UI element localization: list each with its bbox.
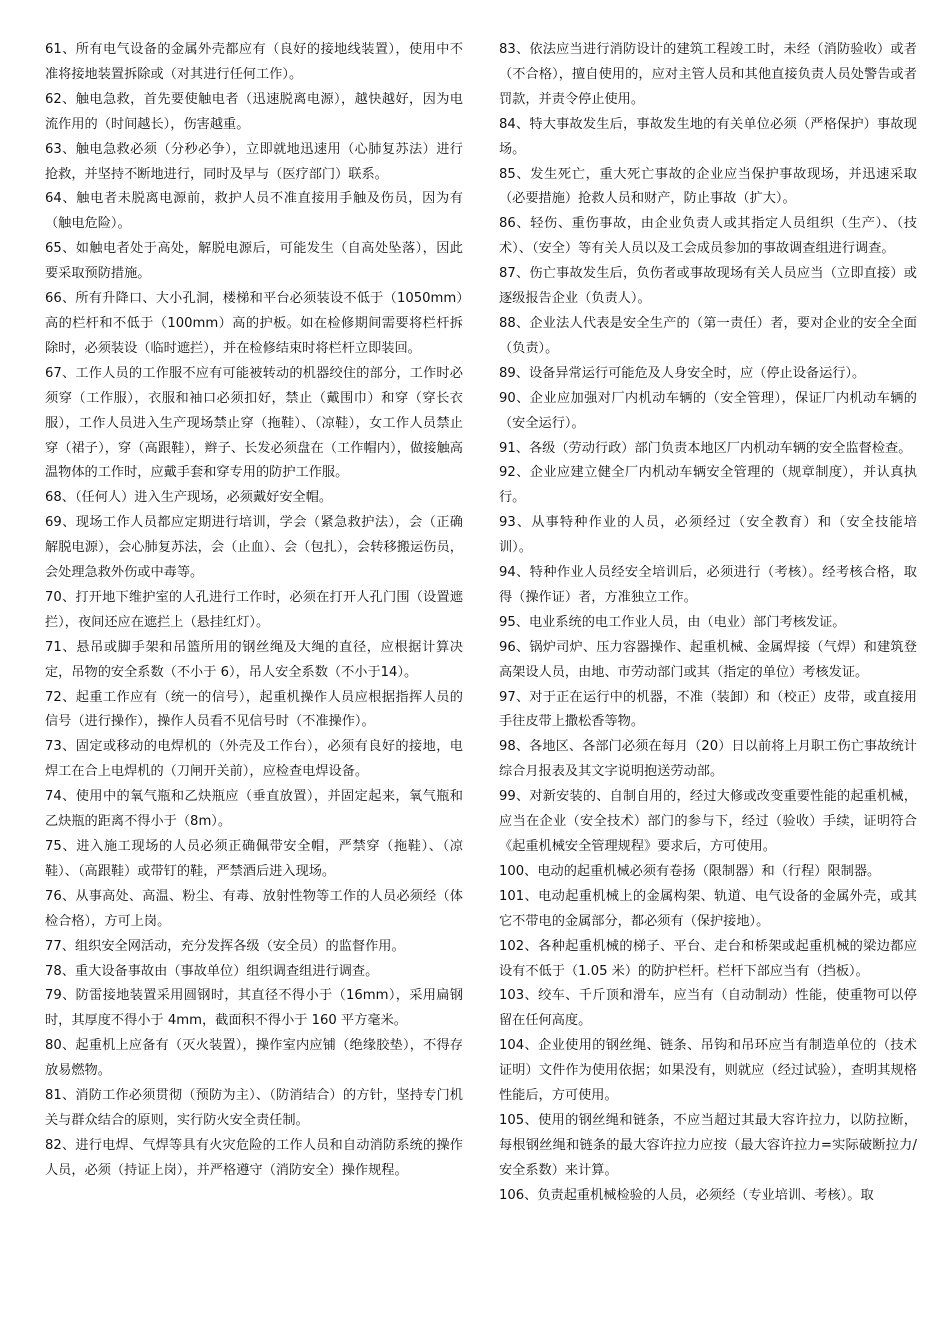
item-73: 73、固定或移动的电焊机的（外壳及工作台），必须有良好的接地，电焊工在合上电焊机的（刀闸开关前），应检查电焊设备。 [45, 739, 463, 780]
item-96: 96、锅炉司炉、压力容器操作、起重机械、金属焊接（气焊）和建筑登高架设人员，由地、市劳动部门或其（指定的单位）考核发证。 [499, 639, 917, 680]
item-74: 74、使用中的氧气瓶和乙炔瓶应（垂直放置），并固定起来，氧气瓶和乙炔瓶的距离不得小于（8m）。 [45, 789, 463, 830]
item-61: 61、所有电气设备的金属外壳都应有（良好的接地线装置），使用中不准将接地装置拆除或（对其进行任何工作）。 [45, 42, 463, 82]
item-86: 86、轻伤、重伤事故，由企业负责人或其指定人员组织（生产）、（技术）、（安全）等有关人员以及工会成员参加的事故调查组进行调查。 [499, 216, 917, 257]
item-84: 84、特大事故发生后，事故发生地的有关单位必须（严格保护）事故现场。 [499, 116, 917, 157]
item-100: 100、电动的起重机械必须有卷扬（限制器）和（行程）限制器。 [499, 863, 881, 879]
item-99: 99、对新安装的、自制自用的，经过大修或改变重要性能的起重机械，应当在企业（安全技术）部门的参与下，经过（验收）手续，证明符合《起重机械安全管理规程》要求后，方可使用。 [499, 789, 917, 854]
item-64: 64、触电者未脱离电源前，救护人员不准直接用手触及伤员，因为有（触电危险）。 [45, 191, 463, 232]
item-103: 103、绞车、千斤顶和滑车，应当有（自动制动）性能，使重物可以停留在任何高度。 [499, 988, 917, 1029]
item-97: 97、对于正在运行中的机器，不准（装卸）和（校正）皮带，或直接用手往皮带上撒松香等物。 [499, 689, 917, 730]
item-83: 83、依法应当进行消防设计的建筑工程竣工时，未经（消防验收）或者（不合格），擅自使用的，应对主管人员和其他直接负责人员处警告或者罚款，并责令停止使用。 [499, 42, 917, 107]
item-94: 94、特种作业人员经安全培训后，必须进行（考核）。经考核合格，取得（操作证）者，方准独立工作。 [499, 565, 917, 605]
item-72: 72、起重工作应有（统一的信号），起重机操作人员应根据指挥人员的信号（进行操作），操作人员看不见信号时（不准操作）。 [45, 689, 463, 730]
item-82: 82、进行电焊、气焊等具有火灾危险的工作人员和自动消防系统的操作人员，必须（持证上岗），并严格遵守（消防安全）操作规程。 [45, 1137, 463, 1178]
item-89: 89、设备异常运行可能危及人身安全时，应（停止设备运行）。 [499, 365, 866, 381]
item-75: 75、进入施工现场的人员必须正确佩带安全帽，严禁穿（拖鞋）、（凉鞋）、（高跟鞋）或带钉的鞋，严禁酒后进入现场。 [45, 839, 463, 879]
item-101: 101、电动起重机械上的金属构架、轨道、电气设备的金属外壳，或其它不带电的金属部分，都必须有（保护接地）。 [499, 888, 917, 929]
left-column [45, 38, 463, 1344]
item-92: 92、企业应建立健全厂内机动车辆安全管理的（规章制度），并认真执行。 [499, 465, 917, 506]
item-81: 81、消防工作必须贯彻（预防为主）、（防消结合）的方针，坚持专门机关与群众结合的原则，实行防火安全责任制。 [45, 1088, 463, 1128]
item-69: 69、现场工作人员都应定期进行培训，学会（紧急救护法），会（正确解脱电源），会心肺复苏法，会（止血）、会（包扎），会转移搬运伤员，会处理急救外伤或中毒等。 [45, 515, 463, 581]
item-98: 98、各地区、各部门必须在每月（20）日以前将上月职工伤亡事故统计综合月报表及其文字说明抱送劳动部。 [499, 739, 917, 780]
item-90: 90、企业应加强对厂内机动车辆的（安全管理），保证厂内机动车辆的（安全运行）。 [499, 390, 917, 431]
item-67: 67、工作人员的工作服不应有可能被转动的机器绞住的部分，工作时必须穿（工作服），衣服和袖口必须扣好，禁止（戴围巾）和穿（穿长衣服），工作人员进入生产现场禁止穿（拖鞋）、（凉鞋），女工作人员禁止穿（裙子），穿（高跟鞋），辫子、长发必须盘在（工作帽内），做接触高温物体的工作时，应戴手套和穿专用的防护工作服。 [45, 365, 463, 481]
item-78: 78、重大设备事故由（事故单位）组织调查组进行调查。 [45, 963, 379, 979]
item-70: 70、打开地下维护室的人孔进行工作时，必须在打开人孔门围（设置遮拦），夜间还应在遮拦上（悬挂红灯）。 [45, 589, 463, 630]
item-93: 93、从事特种作业的人员，必须经过（安全教育）和（安全技能培训）。 [499, 515, 917, 556]
item-106: 106、负责起重机械检验的人员，必须经（专业培训、考核）。取 [499, 1187, 874, 1203]
item-85: 85、发生死亡，重大死亡事故的企业应当保护事故现场，并迅速采取（必要措施）抢救人员和财产，防止事故（扩大）。 [499, 166, 917, 207]
item-63: 63、触电急救必须（分秒必争），立即就地迅速用（心肺复苏法）进行抢救，并坚持不断地进行，同时及早与（医疗部门）联系。 [45, 141, 463, 182]
item-65: 65、如触电者处于高处，解脱电源后，可能发生（自高处坠落），因此要采取预防措施。 [45, 241, 463, 282]
item-62: 62、触电急救，首先要使触电者（迅速脱离电源），越快越好，因为电流作用的（时间越长），伤害越重。 [45, 91, 463, 132]
item-80: 80、起重机上应备有（灭火装置），操作室内应铺（绝缘胶垫），不得存放易燃物。 [45, 1038, 463, 1079]
item-95: 95、电业系统的电工作业人员，由（电业）部门考核发证。 [499, 614, 846, 630]
right-column [499, 38, 917, 1344]
item-88: 88、企业法人代表是安全生产的（第一责任）者，要对企业的安全全面（负责）。 [499, 315, 917, 356]
item-71: 71、悬吊或脚手架和吊篮所用的钢丝绳及大绳的直径，应根据计算决定，吊物的安全系数（不小于 6），吊人安全系数（不小于14）。 [45, 639, 463, 680]
item-91: 91、各级（劳动行政）部门负责本地区厂内机动车辆的安全监督检查。 [499, 440, 912, 456]
item-105: 105、使用的钢丝绳和链条，不应当超过其最大容许拉力，以防拉断，每根钢丝绳和链条的最大容许拉力应按（最大容许拉力=实际破断拉力/安全系数）来计算。 [499, 1112, 917, 1178]
item-79: 79、防雷接地装置采用圆钢时，其直径不得小于（16mm），采用扁钢时，其厚度不得小于 4mm，截面积不得小于 160 平方毫米。 [45, 988, 463, 1029]
item-104: 104、企业使用的钢丝绳、链条、吊钩和吊环应当有制造单位的（技术证明）文件作为使用依据；如果没有，则就应（经过试验），查明其规格性能后，方可使用。 [499, 1038, 917, 1104]
item-87: 87、伤亡事故发生后，负伤者或事故现场有关人员应当（立即直接）或逐级报告企业（负责人）。 [499, 266, 917, 307]
item-102: 102、各种起重机械的梯子、平台、走台和桥架或起重机械的梁边都应设有不低于（1.05 米）的防护栏杆。栏杆下部应当有（挡板）。 [499, 938, 917, 979]
item-68: 68、（任何人）进入生产现场，必须戴好安全帽。 [45, 490, 333, 506]
item-76: 76、从事高处、高温、粉尘、有毒、放射性物等工作的人员必须经（体检合格），方可上岗。 [45, 888, 463, 929]
item-66: 66、所有升降口、大小孔洞，楼梯和平台必须装设不低于（1050mm）高的栏杆和不低于（100mm）高的护板。如在检修期间需要将栏杆拆除时，必须装设（临时遮拦），并在检修结束时将栏杆立即装回。 [45, 291, 463, 356]
item-77: 77、组织安全网活动，充分发挥各级（安全员）的监督作用。 [45, 938, 405, 954]
